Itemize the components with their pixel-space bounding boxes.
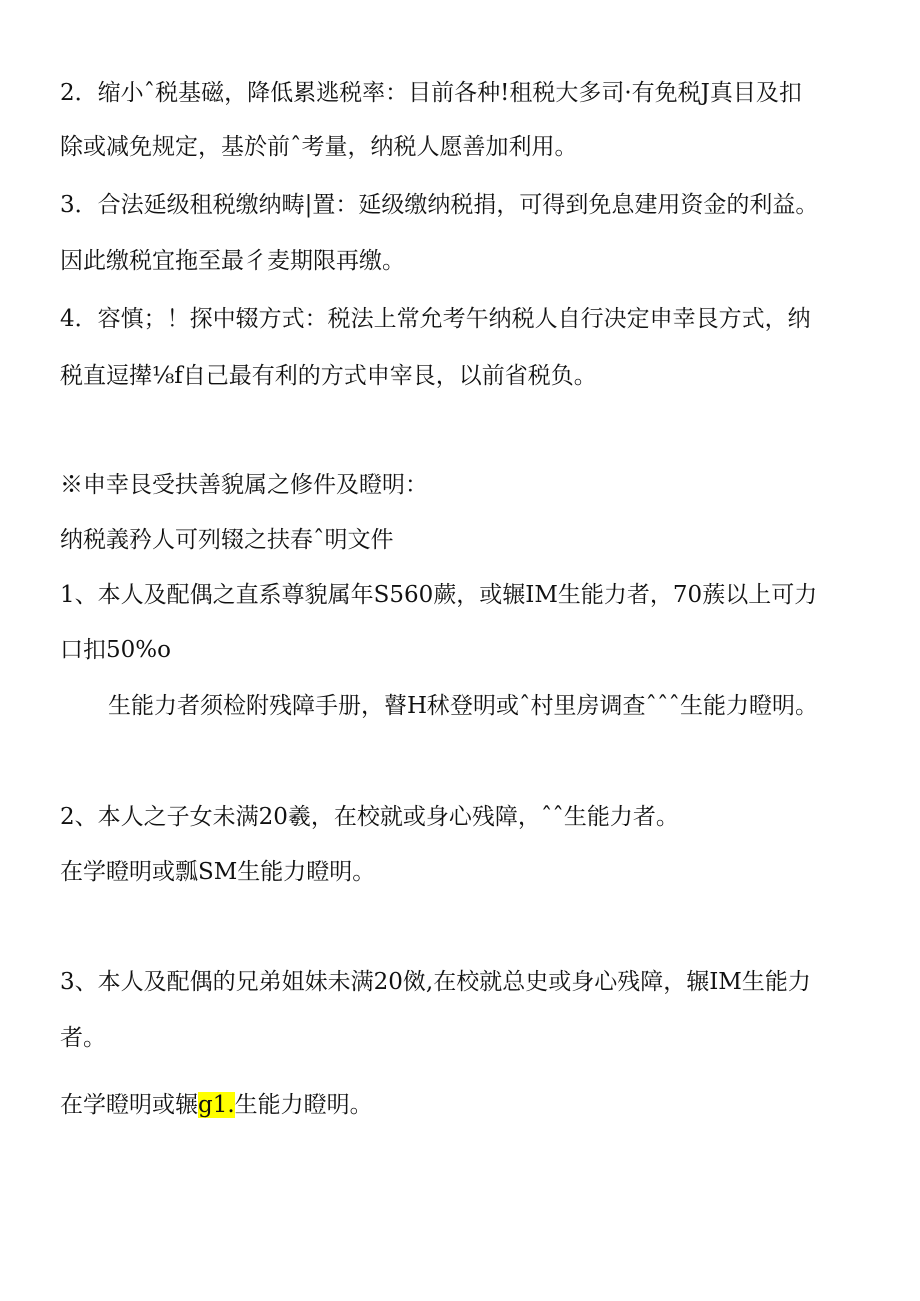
para-4-line-2: 税直逗撵⅛f自己最有利的方式申宰艮，以前省税负。 <box>60 363 597 389</box>
item-3-line-1: 3、本人及配偶的兄弟姐妹未满20傚,在校就总史或身心残障，辗IM生能力 <box>60 969 811 995</box>
item-3-line-2: 者。 <box>60 1025 106 1051</box>
item-1-note: 生能力者须检附残障手册，瞽H秫登明或ˆ村里房调查ˆˆˆ生能力瞪明。 <box>108 693 819 719</box>
item-2-note: 在学瞪明或瓢SM生能力瞪明。 <box>60 859 376 885</box>
item-1-line-1: 1、本人及配偶之直系尊貌属年S560蕨，或辗IM生能力者，70蔟以上可力 <box>60 582 818 608</box>
item-1-line-2: 口扣50%o <box>60 637 171 663</box>
highlighted-text: g1. <box>198 1092 235 1118</box>
item-3-note-before: 在学瞪明或辗 <box>60 1092 198 1118</box>
section-subheading: 纳税義矜人可列辍之扶春ˆ明文件 <box>60 527 394 553</box>
section-heading: ※申幸艮受扶善貌属之修件及瞪明： <box>60 472 428 498</box>
para-3-line-2: 因此缴税宜拖至最彳麦期限再缴。 <box>60 248 405 274</box>
para-4-line-1: 4．容慎；！探中辍方式：税法上常允考午纳税人自行决定申幸艮方式，纳 <box>60 306 811 332</box>
item-2-line-1: 2、本人之子女未满20羲，在校就或身心残障，ˆˆ生能力者。 <box>60 804 679 830</box>
item-3-note-after: 生能力瞪明。 <box>234 1092 373 1118</box>
item-3-note <box>60 1090 860 1120</box>
para-3-line-1: 3．合法延级租税缴纳畴|置：延级缴纳税捐，可得到免息建用资金的利益。 <box>60 192 819 218</box>
para-2-line-1: 2．缩小ˆ税基磁，降低累逃税率：目前各种!租税大多司·有免税J真目及扣 <box>60 80 802 106</box>
para-2-line-2: 除或减免规定，基於前ˆ考量，纳税人愿善加利用。 <box>60 134 578 160</box>
